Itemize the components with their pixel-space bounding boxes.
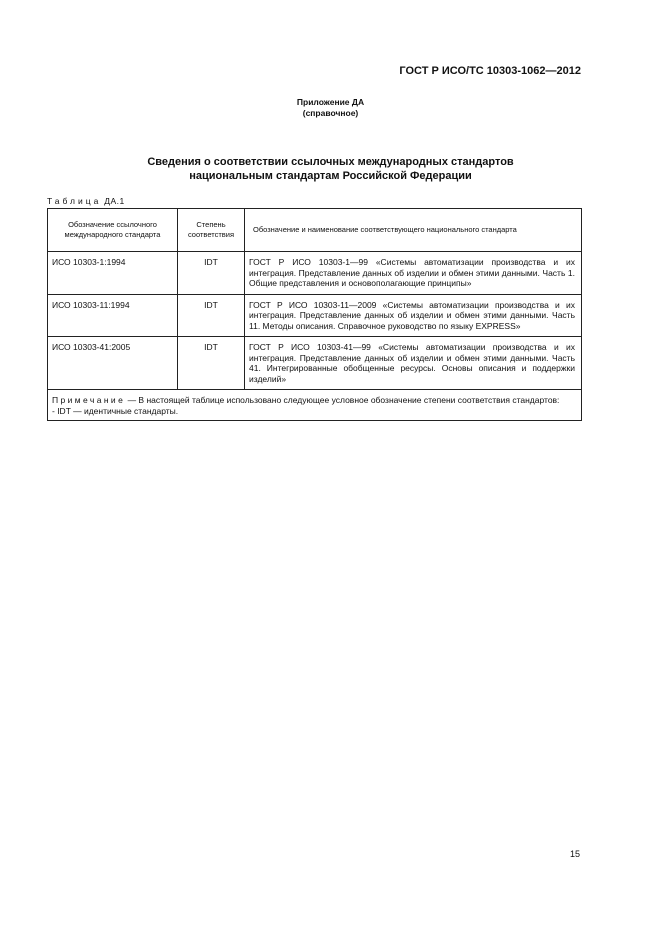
table-label-number: ДА.1 (104, 196, 125, 206)
header-degree: Степень соответствия (178, 209, 245, 252)
note-text: — В настоящей таблице использовано следующее условное обозначение степени соответствия стандартов: (125, 395, 560, 405)
note-label: Примечание (52, 395, 126, 405)
table-note-row (48, 390, 582, 421)
correspondence-table (47, 208, 582, 421)
cell-national-standard: ГОСТ Р ИСО 10303-11—2009 «Системы автоматизации производства и их интеграция. Представление данных об изделии и обмен этими данными. Часть 11. Методы описания. Справочное руководство по языку EXPRESS» (245, 294, 582, 337)
table-row (48, 294, 582, 337)
cell-ref-standard: ИСО 10303-41:2005 (48, 337, 178, 390)
cell-national-standard: ГОСТ Р ИСО 10303-41—99 «Системы автоматизации производства и их интеграция. Представление данных об изделии и обмен этими данными. Часть 41. Интегрированные обобщенные ресурсы. Основы описания и поддержки изделий» (245, 337, 582, 390)
heading-line-1: Сведения о соответствии ссылочных международных стандартов (147, 156, 514, 168)
table-label (47, 196, 125, 206)
annex-title-block (0, 97, 661, 119)
table-header-row (48, 209, 582, 252)
table-note (48, 390, 582, 421)
cell-degree: IDT (178, 337, 245, 390)
page-number: 15 (569, 849, 580, 859)
note-item: - IDT — идентичные стандарты. (52, 405, 179, 416)
annex-subtitle: (справочное) (302, 108, 359, 118)
cell-degree: IDT (178, 252, 245, 295)
table-row (48, 337, 582, 390)
table-label-word: Таблица (47, 196, 102, 206)
cell-degree: IDT (178, 294, 245, 337)
section-heading (0, 155, 661, 183)
header-national-standard: Обозначение и наименование соответствующего национального стандарта (245, 209, 582, 252)
header-ref-standard: Обозначение ссылочного международного стандарта (48, 209, 178, 252)
note-paragraph (52, 395, 577, 406)
cell-ref-standard: ИСО 10303-11:1994 (48, 294, 178, 337)
document-code: ГОСТ Р ИСО/ТС 10303-1062—2012 (399, 65, 581, 77)
cell-ref-standard: ИСО 10303-1:1994 (48, 252, 178, 295)
table-row (48, 252, 582, 295)
heading-line-2: национальным стандартам Российской Федерации (189, 170, 472, 182)
annex-title: Приложение ДА (296, 97, 365, 107)
cell-national-standard: ГОСТ Р ИСО 10303-1—99 «Системы автоматизации производства и их интеграция. Представление данных об изделии и обмен этими данными. Часть 1. Общие представления и основополагающие принципы» (245, 252, 582, 295)
